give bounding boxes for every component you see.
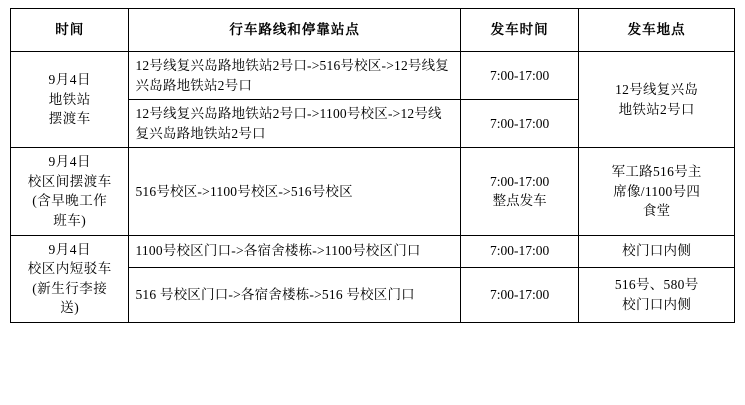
cell-route: 1100号校区门口->各宿舍楼栋->1100号校区门口 xyxy=(129,235,460,267)
table-header-row xyxy=(11,9,735,52)
cell-departure-time: 7:00-17:00 xyxy=(460,52,578,100)
cell-time: 9月4日 地铁站 摆渡车 xyxy=(11,52,129,148)
cell-route: 12号线复兴岛路地铁站2号口->1100号校区->12号线复兴岛路地铁站2号口 xyxy=(129,100,460,148)
cell-departure-time: 7:00-17:00 xyxy=(460,100,578,148)
cell-time: 9月4日 校区间摆渡车 (含早晚工作 班车) xyxy=(11,148,129,235)
table-row xyxy=(11,148,735,235)
cell-departure-time: 7:00-17:00 xyxy=(460,235,578,267)
cell-route: 12号线复兴岛路地铁站2号口->516号校区->12号线复兴岛路地铁站2号口 xyxy=(129,52,460,100)
shuttle-schedule-table xyxy=(10,8,735,323)
cell-departure-time: 7:00-17:00 xyxy=(460,267,578,322)
cell-route: 516号校区->1100号校区->516号校区 xyxy=(129,148,460,235)
cell-departure-time: 7:00-17:00 整点发车 xyxy=(460,148,578,235)
cell-departure-place: 516号、580号 校门口内侧 xyxy=(579,267,735,322)
table-row xyxy=(11,52,735,100)
cell-departure-place: 军工路516号主 席像/1100号四 食堂 xyxy=(579,148,735,235)
cell-route: 516 号校区门口->各宿舍楼栋->516 号校区门口 xyxy=(129,267,460,322)
column-header-route: 行车路线和停靠站点 xyxy=(129,9,460,52)
column-header-departure-place: 发车地点 xyxy=(579,9,735,52)
column-header-time: 时间 xyxy=(11,9,129,52)
cell-departure-place: 12号线复兴岛 地铁站2号口 xyxy=(579,52,735,148)
table-header xyxy=(11,9,735,52)
cell-departure-place: 校门口内侧 xyxy=(579,235,735,267)
table-body xyxy=(11,52,735,323)
cell-time: 9月4日 校区内短驳车 (新生行李接 送) xyxy=(11,235,129,322)
table-row xyxy=(11,235,735,267)
column-header-departure-time: 发车时间 xyxy=(460,9,578,52)
